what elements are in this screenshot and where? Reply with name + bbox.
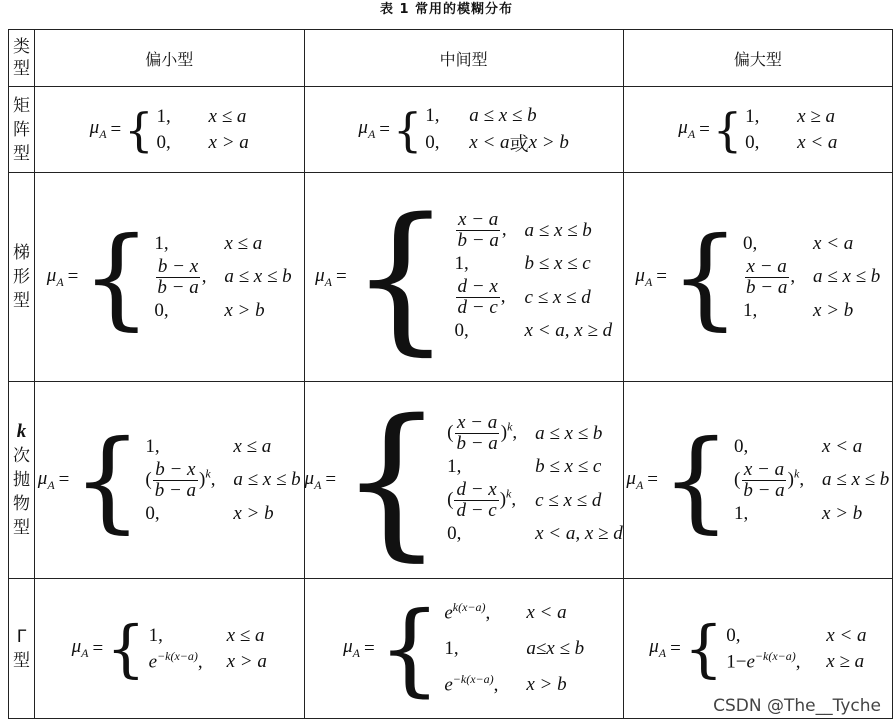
formula-cell: $\mu_A$ = { 0, x < a $1-e^{-k(x-a)}$, x ≥ a [623,579,892,719]
table-row [9,173,893,382]
formula-cell: $\mu_A$ = { 1, x ≤ a 0, x > a [34,87,304,173]
type-header [9,30,35,87]
formula-cell: $\mu_A$ = { ( $\frac{x - a}{b - a}$ )$^k$, a ≤ x ≤ b 1, b ≤ x ≤ c ( $\frac{d - x}{d - c}$ )$^k$, c ≤ x ≤ d 0, x < a, x ≥ d [304,382,623,579]
row-label-rectangular: 矩 阵 型 [9,87,35,173]
formula-cell: $\mu_A$ = { 1, x ≥ a 0, x < a [623,87,892,173]
type-header-label: 类型 [12,37,30,79]
formula-cell: $\mu_A$ = { 1, x ≤ a ( $\frac{b - x}{b - a}$ )$^k$, a ≤ x ≤ b 0, x > b [34,382,304,579]
row-label-gamma: Γ 型 [9,579,35,719]
formula-cell: $\mu_A$ = { 0, x < a ( $\frac{x - a}{b - a}$ )$^k$, a ≤ x ≤ b 1, x > b [623,382,892,579]
watermark-text: CSDN @The__Tyche [713,696,881,716]
row-label-k-parabolic: k 次 抛 物 型 [9,382,35,579]
table-caption: 表 1 常用的模糊分布 [379,2,514,17]
fuzzy-distribution-table [8,29,893,719]
formula-cell: $\mu_A$ = { 1, x ≤ a $e^{-k(x-a)}$, x > a [34,579,304,719]
table-row [9,87,893,173]
header-middle: 中间型 [304,30,623,87]
header-large: 偏大型 [623,30,892,87]
header-row [9,30,893,87]
formula-cell: $\mu_A$ = { 1, x ≤ a $\frac{b - x}{b - a}$ , a ≤ x ≤ b 0, x > b [34,173,304,382]
table-row [9,382,893,579]
formula-cell: $\mu_A$ = { 0, x < a $\frac{x - a}{b - a}$ , a ≤ x ≤ b 1, x > b [623,173,892,382]
header-small: 偏小型 [34,30,304,87]
formula-cell: $\mu_A$ = { $\frac{x - a}{b - a}$ , a ≤ x ≤ b 1, b ≤ x ≤ c $\frac{d - x}{d - c}$ , c ≤ x ≤ d 0, x < a, x ≥ d [304,173,623,382]
formula-cell: $\mu_A$ = { 1, a ≤ x ≤ b 0, x < a 或 x > b [304,87,623,173]
row-label-trapezoid: 梯 形 型 [9,173,35,382]
formula-cell: $\mu_A$ = { $e^{k(x-a)}$, x < a 1, a≤x ≤ b $e^{-k(x-a)}$, x > b [304,579,623,719]
